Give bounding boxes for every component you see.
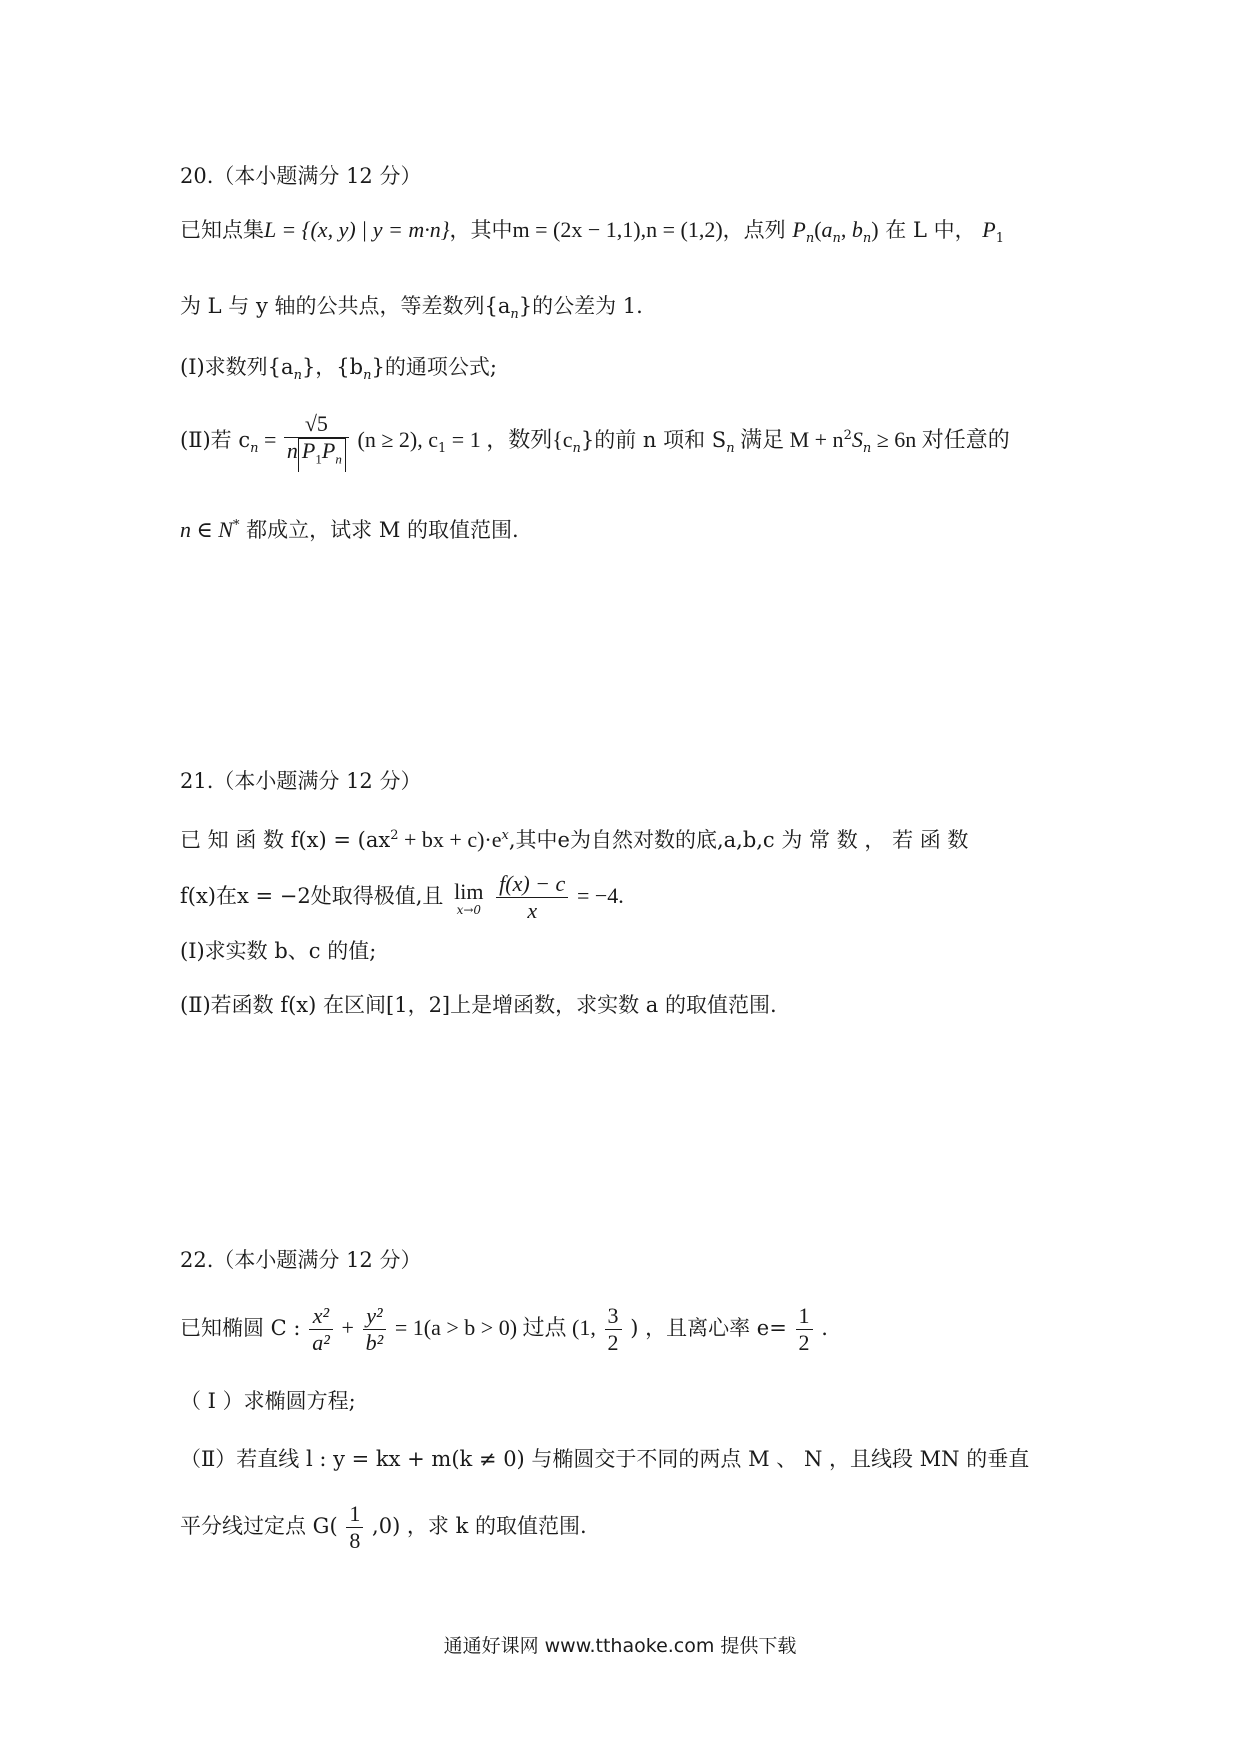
problem-21-header: 21.（本小题满分 12 分） [180, 769, 422, 793]
fraction-3-2: $\frac{3}{2}$ [605, 1303, 622, 1356]
fraction-1-2: $\frac{1}{2}$ [796, 1303, 813, 1356]
problem-20-question-1: (I)求数列$\{a_n\}$，$\{b_n\}$的通项公式; [180, 355, 497, 384]
vector-n: n = (1,2) [646, 217, 723, 242]
problem-20-statement-line-2: 为 L 与 y 轴的公共点，等差数列$\{a_n\}$的公差为 1. [180, 294, 643, 323]
problem-21-question-1: (I)求实数 b、c 的值; [180, 939, 377, 963]
problem-22-statement: 已知椭圆 C : $\frac{\text{x²}}{\text{a²}}$ + $\frac{\text{y²}}{\text{b²}}$ = 1(a > b > 0) 过点 (1, $\frac{3}{2}$ ) ，且离心率 e= $\frac{1}{2}$ . [180, 1303, 828, 1355]
problem-21-question-2: (Ⅱ)若函数 f(x) 在区间[1，2]上是增函数，求实数 a 的取值范围. [180, 993, 777, 1017]
fraction-cn: $\frac{√5}{n P_1P_n}$ [284, 411, 349, 471]
limit-fraction: $\frac{f(x) - c}{x}$ [496, 871, 568, 924]
fraction-1-8: $\frac{1}{8}$ [346, 1501, 363, 1554]
problem-20-header: 20.（本小题满分 12 分） [180, 164, 422, 188]
problem-22-question-2-cont: 平分线过定点 G( $\frac{1}{8}$ ,0) ，求 k 的取值范围. [180, 1501, 587, 1553]
problem-21-statement-line-2: f(x)在x = −2处取得极值,且 lim x→0 $\frac{f(x) - c}{x}$ = −4. [180, 871, 624, 923]
problem-22-question-2: （Ⅱ）若直线 l : y = kx + m(k ≠ 0) 与椭圆交于不同的两点 M 、 N ，且线段 MN 的垂直 [180, 1447, 1030, 1471]
footer-source: 通通好课网 www.tthaoke.com 提供下载 [443, 1635, 797, 1657]
problem-22-question-1: （ I ）求椭圆方程; [180, 1389, 356, 1413]
limit-expression: lim x→0 [454, 878, 484, 917]
problem-21-statement-line-1: 已 知 函 数 $f(x) = (ax^2$ + bx + $c)\cdot e^x$,其中e为自然对数的底,a,b,c 为 常 数 ， 若 函 数 [180, 827, 969, 852]
problem-20-question-2: (Ⅱ)若 $c_n$ = $\frac{√5}{n P_1P_n}$ (n ≥ 2), $c_1 = 1$ ，数列$\{c_n\}$的前 n 项和 $S_n$ 满足 $M + n^2S_n \ge 6n$ 对任意的 [180, 406, 1010, 479]
fraction-x2-a2: $\frac{\text{x²}}{\text{a²}}$ [309, 1303, 333, 1356]
problem-20-question-2-cont: n ∈ N* 都成立，试求 M 的取值范围. [180, 517, 519, 542]
vector-m: m = (2x − 1,1), [512, 217, 647, 242]
fraction-y2-b2: $\frac{\text{y²}}{\text{b²}}$ [363, 1303, 387, 1356]
problem-22-header: 22.（本小题满分 12 分） [180, 1248, 422, 1272]
set-L: L = {(x, y) | y = m·n} [264, 217, 450, 242]
problem-20-statement-line-1: 已知点集L = {(x, y) | y = m·n}，其中m = (2x − 1,1),n = (1,2)，点列 $P_n(a_n$, $b_n$) 在 L 中， $P_1$ [180, 217, 1004, 247]
